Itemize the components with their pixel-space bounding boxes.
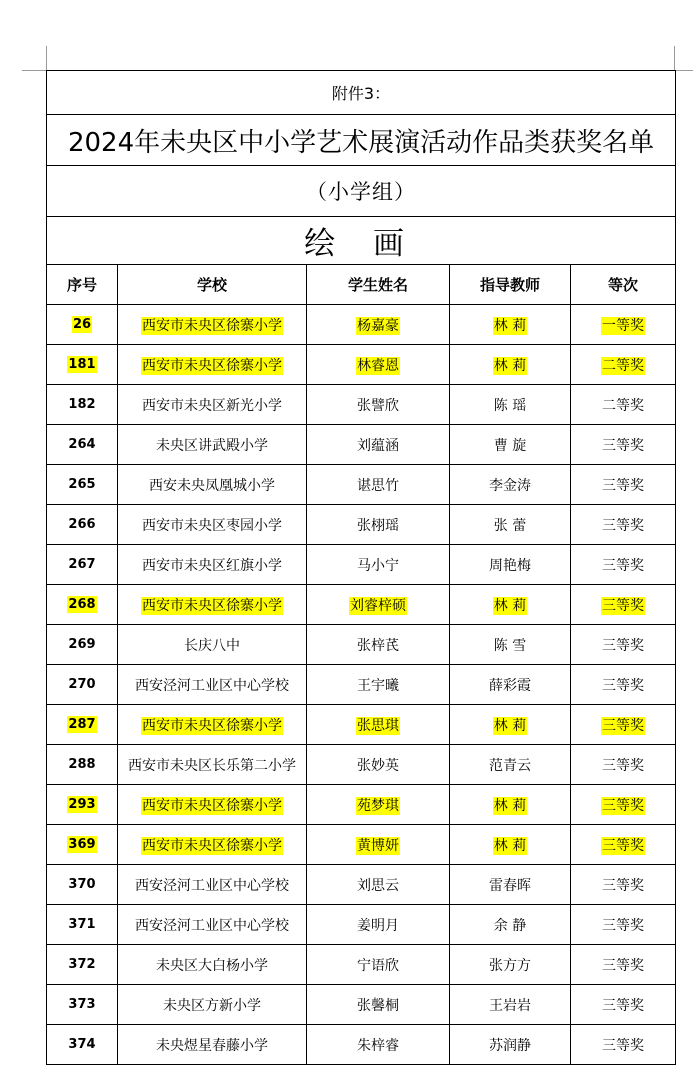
cell-award-text: 三等奖 <box>602 717 645 734</box>
cell-student-text: 杨嘉豪 <box>357 317 399 334</box>
cell-school-text: 未央区讲武殿小学 <box>156 437 268 454</box>
cell-school <box>118 385 307 425</box>
cell-award <box>571 465 676 505</box>
cell-school <box>118 585 307 625</box>
table-row <box>47 865 676 905</box>
cell-student-text: 张馨桐 <box>357 997 399 1014</box>
cell-teacher <box>450 865 571 905</box>
cell-seq-text: 265 <box>68 477 96 492</box>
cell-teacher-text: 林 莉 <box>493 357 527 374</box>
crop-mark-left-vertical <box>46 46 47 70</box>
cell-seq-text: 293 <box>68 797 96 812</box>
cell-seq-text: 371 <box>68 917 96 932</box>
cell-seq <box>47 545 118 585</box>
cell-school-text: 西安市未央区徐寨小学 <box>142 837 282 854</box>
cell-school <box>118 425 307 465</box>
cell-award <box>571 1025 676 1065</box>
cell-award <box>571 825 676 865</box>
cell-teacher-text: 范青云 <box>489 757 531 774</box>
cell-school-text: 西安泾河工业区中心学校 <box>135 917 289 934</box>
cell-school-text: 西安市未央区徐寨小学 <box>142 357 282 374</box>
cell-seq-text: 268 <box>68 597 96 612</box>
header-row <box>47 265 676 305</box>
header-student: 学生姓名 <box>307 265 450 305</box>
cell-teacher-text: 周艳梅 <box>489 557 531 574</box>
cell-award-text: 一等奖 <box>602 317 645 334</box>
cell-school <box>118 1025 307 1065</box>
table-row <box>47 625 676 665</box>
cell-student <box>307 345 450 385</box>
cell-seq-text: 264 <box>68 437 96 452</box>
cell-award <box>571 705 676 745</box>
cell-student-text: 刘睿梓硕 <box>350 597 406 614</box>
cell-school <box>118 905 307 945</box>
cell-award-text: 三等奖 <box>602 517 645 534</box>
cell-award-text: 三等奖 <box>602 997 645 1014</box>
table-row <box>47 505 676 545</box>
cell-student <box>307 825 450 865</box>
table-row <box>47 825 676 865</box>
cell-teacher-text: 苏润静 <box>489 1037 531 1054</box>
cell-seq <box>47 865 118 905</box>
cell-student <box>307 905 450 945</box>
cell-seq-text: 370 <box>68 877 96 892</box>
cell-student <box>307 545 450 585</box>
cell-student <box>307 1025 450 1065</box>
cell-school <box>118 545 307 585</box>
cell-student <box>307 865 450 905</box>
cell-student <box>307 985 450 1025</box>
cell-seq-text: 372 <box>68 957 96 972</box>
table-row <box>47 1025 676 1065</box>
cell-teacher-text: 陈 瑶 <box>493 397 527 414</box>
cell-award <box>571 505 676 545</box>
cell-teacher-text: 林 莉 <box>493 317 527 334</box>
cell-school <box>118 345 307 385</box>
table-row <box>47 945 676 985</box>
cell-seq-text: 288 <box>68 757 96 772</box>
cell-award-text: 二等奖 <box>602 397 645 414</box>
cell-teacher <box>450 985 571 1025</box>
title-row <box>47 115 676 166</box>
cell-award-text: 三等奖 <box>602 877 645 894</box>
crop-mark-left-horizontal <box>22 70 46 71</box>
cell-award <box>571 585 676 625</box>
crop-mark-right-horizontal <box>675 70 693 71</box>
cell-award-text: 三等奖 <box>602 477 645 494</box>
cell-seq-text: 266 <box>68 517 96 532</box>
crop-mark-right-vertical <box>674 46 675 70</box>
cell-award <box>571 945 676 985</box>
cell-teacher <box>450 465 571 505</box>
cell-seq-text: 181 <box>68 357 96 372</box>
header-seq: 序号 <box>47 265 118 305</box>
cell-teacher-text: 林 莉 <box>493 797 527 814</box>
attachment-label: 附件3： <box>47 71 676 115</box>
table-row <box>47 345 676 385</box>
cell-student-text: 刘思云 <box>357 877 399 894</box>
cell-seq <box>47 1025 118 1065</box>
cell-student-text: 张思琪 <box>357 717 399 734</box>
table-row <box>47 905 676 945</box>
cell-student <box>307 785 450 825</box>
cell-school-text: 西安泾河工业区中心学校 <box>135 877 289 894</box>
cell-school <box>118 465 307 505</box>
header-school: 学校 <box>118 265 307 305</box>
cell-student-text: 张梓芪 <box>357 637 399 654</box>
table-row <box>47 425 676 465</box>
table-row <box>47 785 676 825</box>
cell-teacher-text: 张 蕾 <box>493 517 527 534</box>
cell-teacher <box>450 665 571 705</box>
cell-school <box>118 705 307 745</box>
cell-teacher <box>450 1025 571 1065</box>
cell-student <box>307 705 450 745</box>
cell-student-text: 张妙英 <box>357 757 399 774</box>
cell-student-text: 王宇曦 <box>357 677 399 694</box>
cell-award-text: 三等奖 <box>602 597 645 614</box>
cell-award <box>571 665 676 705</box>
cell-teacher <box>450 705 571 745</box>
table-row <box>47 545 676 585</box>
cell-student-text: 张譬欣 <box>357 397 399 414</box>
cell-seq <box>47 345 118 385</box>
cell-seq <box>47 585 118 625</box>
cell-student-text: 马小宁 <box>357 557 399 574</box>
cell-seq-text: 374 <box>68 1037 96 1052</box>
cell-teacher <box>450 385 571 425</box>
cell-seq <box>47 705 118 745</box>
cell-teacher <box>450 745 571 785</box>
cell-school <box>118 505 307 545</box>
cell-award <box>571 385 676 425</box>
cell-school-text: 西安泾河工业区中心学校 <box>135 677 289 694</box>
category-row <box>47 217 676 265</box>
cell-school-text: 长庆八中 <box>184 637 240 654</box>
cell-award-text: 三等奖 <box>602 757 645 774</box>
cell-teacher-text: 曹 旋 <box>493 437 527 454</box>
cell-teacher-text: 林 莉 <box>493 717 527 734</box>
cell-seq <box>47 785 118 825</box>
table-row <box>47 705 676 745</box>
cell-teacher <box>450 905 571 945</box>
cell-school <box>118 985 307 1025</box>
cell-school-text: 未央煜星春藤小学 <box>156 1037 268 1054</box>
cell-teacher <box>450 785 571 825</box>
cell-seq-text: 287 <box>68 717 96 732</box>
cell-award-text: 三等奖 <box>602 1037 645 1054</box>
cell-teacher <box>450 625 571 665</box>
cell-student-text: 林睿恩 <box>357 357 399 374</box>
cell-award <box>571 865 676 905</box>
cell-school-text: 未央区方新小学 <box>163 997 261 1014</box>
cell-school-text: 西安市未央区徐寨小学 <box>142 717 282 734</box>
header-teacher: 指导教师 <box>450 265 571 305</box>
cell-school-text: 未央区大白杨小学 <box>156 957 268 974</box>
cell-student <box>307 385 450 425</box>
cell-school <box>118 625 307 665</box>
cell-school <box>118 665 307 705</box>
cell-student-text: 刘蕴涵 <box>357 437 399 454</box>
cell-teacher-text: 陈 雪 <box>493 637 527 654</box>
cell-student-text: 谌思竹 <box>357 477 399 494</box>
cell-award-text: 三等奖 <box>602 917 645 934</box>
cell-seq-text: 373 <box>68 997 96 1012</box>
cell-school-text: 西安市未央区徐寨小学 <box>142 597 282 614</box>
attachment-row <box>47 71 676 115</box>
cell-student <box>307 425 450 465</box>
cell-seq <box>47 985 118 1025</box>
cell-seq <box>47 905 118 945</box>
cell-seq-text: 270 <box>68 677 96 692</box>
cell-award <box>571 305 676 345</box>
cell-teacher <box>450 505 571 545</box>
table-row <box>47 985 676 1025</box>
cell-teacher <box>450 545 571 585</box>
cell-seq <box>47 305 118 345</box>
cell-student-text: 宁语欣 <box>357 957 399 974</box>
cell-award <box>571 785 676 825</box>
table-row <box>47 465 676 505</box>
cell-award-text: 二等奖 <box>602 357 645 374</box>
cell-student <box>307 305 450 345</box>
cell-teacher <box>450 585 571 625</box>
group-subtitle: （小学组） <box>47 166 676 217</box>
table-row <box>47 305 676 345</box>
cell-award-text: 三等奖 <box>602 797 645 814</box>
cell-student-text: 苑梦琪 <box>357 797 399 814</box>
cell-seq <box>47 625 118 665</box>
cell-teacher <box>450 345 571 385</box>
cell-teacher-text: 王岩岩 <box>489 997 531 1014</box>
cell-award-text: 三等奖 <box>602 437 645 454</box>
cell-teacher <box>450 825 571 865</box>
cell-seq <box>47 385 118 425</box>
cell-student <box>307 585 450 625</box>
award-list-table <box>46 70 676 1065</box>
table-row <box>47 385 676 425</box>
table-row <box>47 665 676 705</box>
cell-school-text: 西安未央凤凰城小学 <box>149 477 275 494</box>
cell-seq-text: 267 <box>68 557 96 572</box>
cell-seq-text: 369 <box>68 837 96 852</box>
cell-school-text: 西安市未央区枣园小学 <box>142 517 282 534</box>
cell-teacher-text: 李金涛 <box>489 477 531 494</box>
cell-student-text: 姜明月 <box>357 917 399 934</box>
cell-student <box>307 745 450 785</box>
table-row <box>47 745 676 785</box>
cell-teacher <box>450 305 571 345</box>
cell-award-text: 三等奖 <box>602 637 645 654</box>
cell-seq <box>47 465 118 505</box>
cell-student <box>307 945 450 985</box>
cell-award <box>571 625 676 665</box>
cell-seq <box>47 665 118 705</box>
cell-school-text: 西安市未央区长乐第二小学 <box>128 757 296 774</box>
cell-school-text: 西安市未央区徐寨小学 <box>142 797 282 814</box>
cell-seq-text: 269 <box>68 637 96 652</box>
table-row <box>47 585 676 625</box>
cell-award <box>571 905 676 945</box>
cell-award-text: 三等奖 <box>602 837 645 854</box>
cell-seq <box>47 745 118 785</box>
cell-seq <box>47 505 118 545</box>
cell-student <box>307 505 450 545</box>
cell-award-text: 三等奖 <box>602 677 645 694</box>
cell-seq-text: 26 <box>72 317 92 332</box>
cell-award <box>571 425 676 465</box>
cell-school <box>118 825 307 865</box>
cell-seq <box>47 945 118 985</box>
cell-seq <box>47 825 118 865</box>
cell-award-text: 三等奖 <box>602 557 645 574</box>
cell-school <box>118 785 307 825</box>
cell-student <box>307 465 450 505</box>
cell-school <box>118 305 307 345</box>
cell-teacher-text: 余 静 <box>493 917 527 934</box>
cell-school-text: 西安市未央区红旗小学 <box>142 557 282 574</box>
cell-school-text: 西安市未央区徐寨小学 <box>142 317 282 334</box>
cell-school-text: 西安市未央区新光小学 <box>142 397 282 414</box>
cell-award <box>571 545 676 585</box>
cell-school <box>118 745 307 785</box>
cell-award <box>571 985 676 1025</box>
header-award: 等次 <box>571 265 676 305</box>
cell-teacher <box>450 425 571 465</box>
subtitle-row <box>47 166 676 217</box>
category-heading: 绘 画 <box>47 217 676 265</box>
cell-school <box>118 945 307 985</box>
cell-teacher-text: 林 莉 <box>493 597 527 614</box>
cell-award-text: 三等奖 <box>602 957 645 974</box>
cell-student-text: 张栩瑶 <box>357 517 399 534</box>
cell-teacher-text: 薛彩霞 <box>489 677 531 694</box>
cell-teacher <box>450 945 571 985</box>
document-title: 2024年未央区中小学艺术展演活动作品类获奖名单 <box>47 115 676 166</box>
cell-award <box>571 745 676 785</box>
cell-teacher-text: 张方方 <box>489 957 531 974</box>
cell-teacher-text: 林 莉 <box>493 837 527 854</box>
cell-student-text: 黄博妍 <box>357 837 399 854</box>
cell-seq-text: 182 <box>68 397 96 412</box>
cell-award <box>571 345 676 385</box>
cell-school <box>118 865 307 905</box>
cell-teacher-text: 雷春晖 <box>489 877 531 894</box>
cell-student <box>307 665 450 705</box>
cell-student <box>307 625 450 665</box>
cell-student-text: 朱梓睿 <box>357 1037 399 1054</box>
cell-seq <box>47 425 118 465</box>
